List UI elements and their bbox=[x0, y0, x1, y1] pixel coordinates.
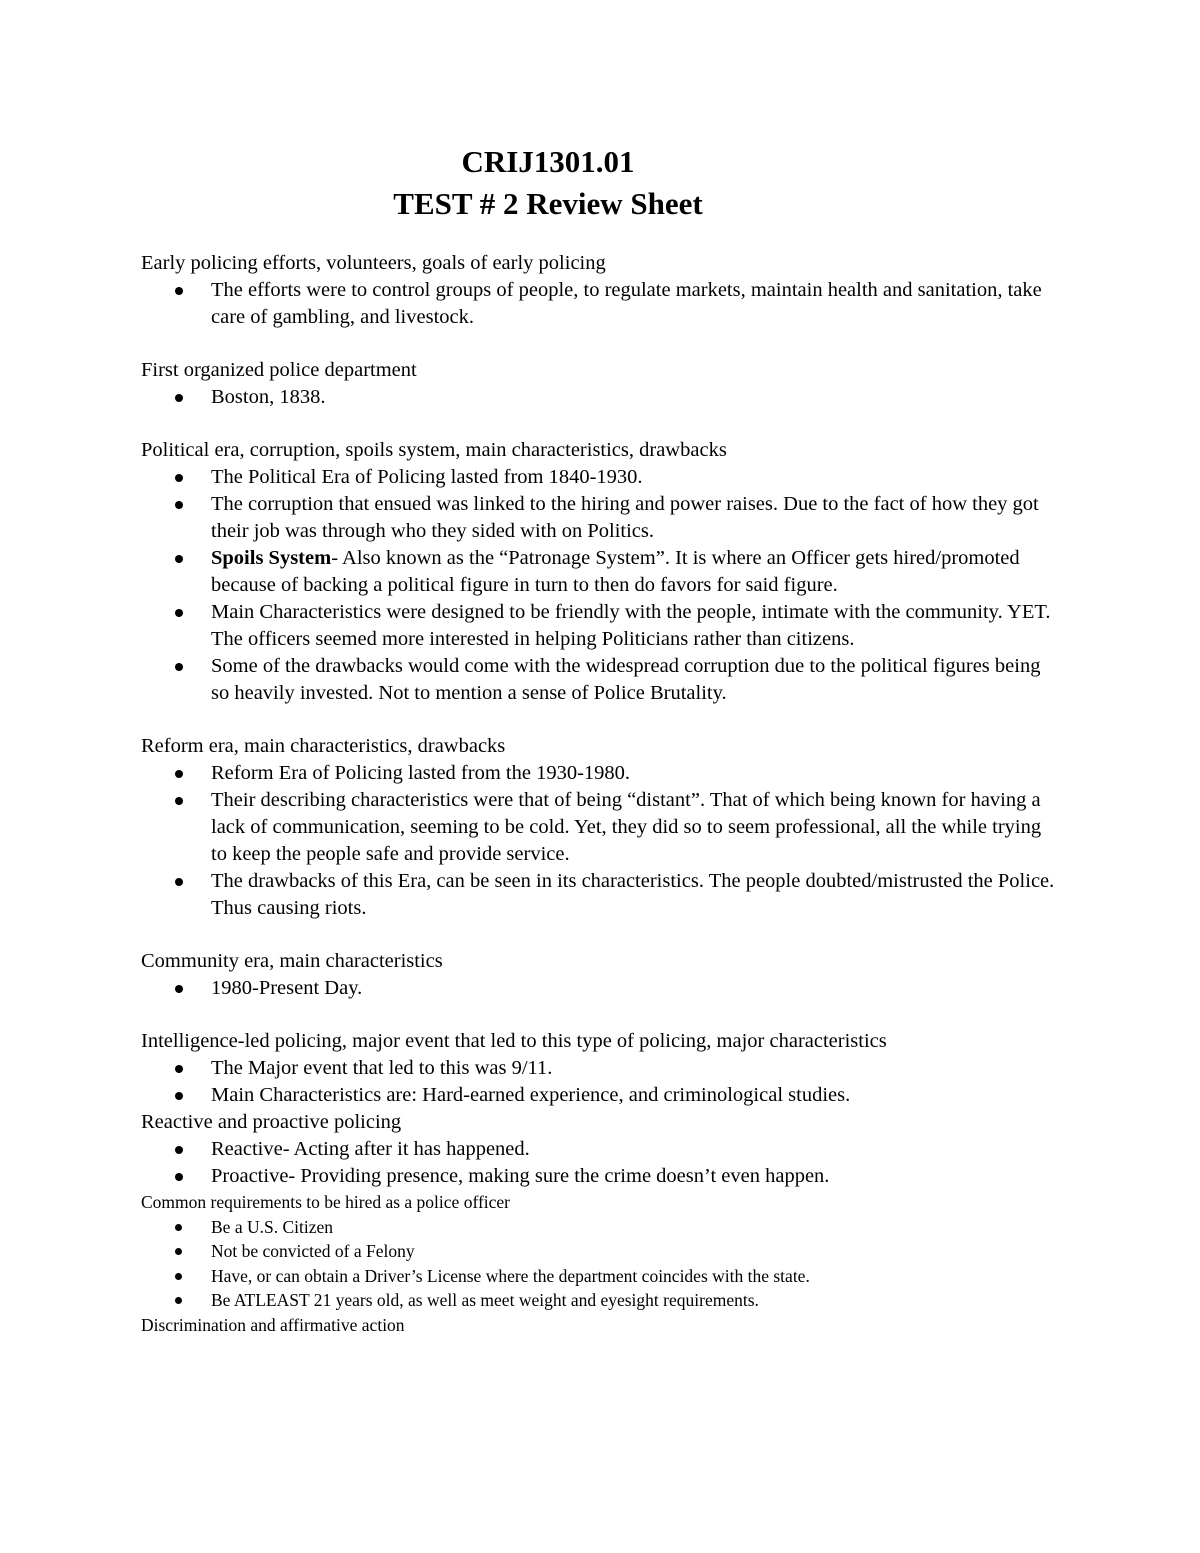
bullet-list bbox=[141, 1215, 1061, 1313]
section-discrimination bbox=[141, 1313, 1061, 1338]
spoils-system-definition: - Also known as the “Patronage System”. It is where an Officer gets hired/promoted because of backing a political figure in turn to then do favors for said figure. bbox=[211, 547, 1020, 596]
list-item: The efforts were to control groups of people, to regulate markets, maintain health and sanitation, take care of gambling, and livestock. bbox=[141, 277, 1061, 331]
section-reform-era bbox=[141, 733, 1061, 922]
section-requirements bbox=[141, 1190, 1061, 1313]
document-title-review: TEST # 2 Review Sheet bbox=[393, 186, 703, 221]
list-item: Proactive- Providing presence, making sure the crime doesn’t even happen. bbox=[141, 1163, 1061, 1190]
list-item: Be a U.S. Citizen bbox=[141, 1215, 1061, 1240]
list-item: Some of the drawbacks would come with the widespread corruption due to the political figures being so heavily invested. Not to mention a sense of Police Brutality. bbox=[141, 653, 1061, 707]
section-heading: Discrimination and affirmative action bbox=[141, 1314, 405, 1335]
bullet-list bbox=[141, 384, 1061, 411]
section-heading: Intelligence-led policing, major event that led to this type of policing, major characteristics bbox=[141, 1030, 887, 1052]
list-item: The Major event that led to this was 9/11. bbox=[141, 1055, 1061, 1082]
bullet-list bbox=[141, 760, 1061, 922]
section-heading: Community era, main characteristics bbox=[141, 950, 443, 972]
section-community-era bbox=[141, 948, 1061, 1002]
list-item: Have, or can obtain a Driver’s License where the department coincides with the state. bbox=[141, 1264, 1061, 1289]
list-item: 1980-Present Day. bbox=[141, 975, 1061, 1002]
list-item: The Political Era of Policing lasted from 1840-1930. bbox=[141, 464, 1061, 491]
section-heading: Reactive and proactive policing bbox=[141, 1111, 402, 1133]
list-item: The corruption that ensued was linked to the hiring and power raises. Due to the fact of how they got their job was through who they sided with on Politics. bbox=[141, 491, 1061, 545]
list-item: Reform Era of Policing lasted from the 1930-1980. bbox=[141, 760, 1061, 787]
bullet-list bbox=[141, 1136, 1061, 1190]
section-heading: Reform era, main characteristics, drawbacks bbox=[141, 735, 506, 757]
list-item bbox=[141, 545, 1061, 599]
list-item: Be ATLEAST 21 years old, as well as meet weight and eyesight requirements. bbox=[141, 1288, 1061, 1313]
section-first-department bbox=[141, 357, 1061, 411]
section-political-era bbox=[141, 437, 1061, 707]
list-item: Reactive- Acting after it has happened. bbox=[141, 1136, 1061, 1163]
section-heading: Common requirements to be hired as a police officer bbox=[141, 1192, 511, 1212]
bullet-list bbox=[141, 464, 1061, 707]
section-heading: Early policing efforts, volunteers, goals of early policing bbox=[141, 252, 606, 274]
list-item: The drawbacks of this Era, can be seen in its characteristics. The people doubted/mistrusted the Police. Thus causing riots. bbox=[141, 868, 1061, 922]
list-item: Main Characteristics were designed to be friendly with the people, intimate with the community. YET. The officers seemed more interested in helping Politicians rather than citizens. bbox=[141, 599, 1061, 653]
spoils-system-term: Spoils System bbox=[211, 547, 332, 569]
section-early-policing bbox=[141, 250, 1061, 331]
list-item: Not be convicted of a Felony bbox=[141, 1239, 1061, 1264]
section-reactive-proactive bbox=[141, 1109, 1061, 1190]
document-title-course: CRIJ1301.01 bbox=[461, 144, 635, 179]
section-intelligence-led bbox=[141, 1028, 1061, 1109]
section-heading: First organized police department bbox=[141, 359, 417, 381]
bullet-list bbox=[141, 1055, 1061, 1109]
list-item: Their describing characteristics were that of being “distant”. That of which being known for having a lack of communication, seeming to be cold. Yet, they did so to seem professional, all the while trying to keep the people safe and provide service. bbox=[141, 787, 1061, 868]
section-heading: Political era, corruption, spoils system, main characteristics, drawbacks bbox=[141, 439, 727, 461]
bullet-list bbox=[141, 277, 1061, 331]
list-item: Boston, 1838. bbox=[141, 384, 1061, 411]
bullet-list bbox=[141, 975, 1061, 1002]
list-item: Main Characteristics are: Hard-earned experience, and criminological studies. bbox=[141, 1082, 1061, 1109]
document-body bbox=[141, 250, 1061, 1337]
